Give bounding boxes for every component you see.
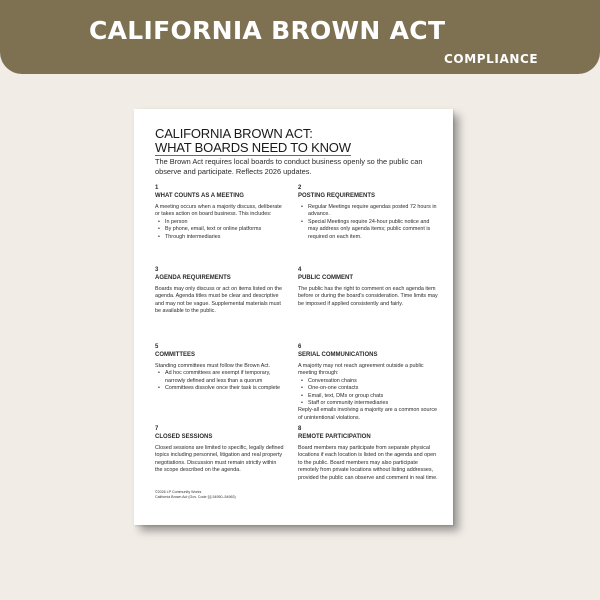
section-heading: WHAT COUNTS AS A MEETING bbox=[155, 193, 244, 199]
section-bullet: • Committees dissolve once their task is complete bbox=[155, 385, 285, 392]
section-number: 3 bbox=[155, 267, 159, 273]
section-heading: REMOTE PARTICIPATION bbox=[298, 434, 371, 440]
section-bullet: • Special Meetings require 24-hour public notice and may address only agenda items; public comment is required on each item. bbox=[298, 219, 440, 241]
section-number: 7 bbox=[155, 426, 159, 432]
section-bullet: • Email, text, DMs or group chats bbox=[298, 393, 440, 400]
section-body: The public has the right to comment on each agenda item before or during the board's consideration. Time limits may be imposed if applied consistently and fairly. bbox=[298, 286, 438, 307]
section-number: 2 bbox=[298, 185, 302, 191]
header-banner bbox=[0, 0, 600, 74]
section-bullet-list bbox=[155, 219, 285, 241]
section-4 bbox=[298, 266, 440, 308]
section-bullet: • Through intermediaries bbox=[155, 234, 285, 241]
section-bullet: • Regular Meetings require agendas posted 72 hours in advance. bbox=[298, 204, 440, 219]
section-bullet: • Ad hoc committees are exempt if temporary, narrowly defined and less than a quorum bbox=[155, 370, 285, 385]
section-8 bbox=[298, 425, 440, 482]
section-number: 6 bbox=[298, 344, 302, 350]
document-footer bbox=[155, 490, 295, 500]
footer-copyright: ©2026 LP Community Works bbox=[155, 490, 202, 494]
banner-title: CALIFORNIA BROWN ACT bbox=[89, 16, 446, 45]
section-3 bbox=[155, 266, 285, 316]
section-heading: POSTING REQUIREMENTS bbox=[298, 193, 376, 199]
section-heading: CLOSED SESSIONS bbox=[155, 434, 213, 440]
section-5 bbox=[155, 343, 285, 393]
section-bullet: • Staff or community intermediaries bbox=[298, 400, 440, 407]
section-body: Closed sessions are limited to specific, legally defined topics including personnel, litigation and real property negotiations. Discussion must remain strictly within the scope described on the agenda. bbox=[155, 445, 284, 474]
document-title-line2: WHAT BOARDS NEED TO KNOW bbox=[155, 140, 351, 155]
section-heading: SERIAL COMMUNICATIONS bbox=[298, 352, 378, 358]
section-bullet-list bbox=[298, 378, 440, 408]
document-title bbox=[155, 127, 445, 156]
section-bullet: • By phone, email, text or online platforms bbox=[155, 226, 285, 233]
document-preview bbox=[134, 109, 453, 525]
section-bullet: • One-on-one contacts bbox=[298, 385, 440, 392]
document-intro: The Brown Act requires local boards to conduct business openly so the public can observe and participate. Reflects 2026 updates. bbox=[155, 157, 423, 176]
section-heading: COMMITTEES bbox=[155, 352, 195, 358]
section-bullet: • Conversation chains bbox=[298, 378, 440, 385]
section-bullet: • In person bbox=[155, 219, 285, 226]
section-1 bbox=[155, 184, 285, 241]
section-number: 5 bbox=[155, 344, 159, 350]
section-7 bbox=[155, 425, 285, 475]
section-bullet-list bbox=[155, 370, 285, 392]
section-body: Boards may only discuss or act on items listed on the agenda. Agenda titles must be clear and descriptive and may not be vague. Supplemental materials must be available to the public. bbox=[155, 286, 283, 315]
section-number: 1 bbox=[155, 185, 159, 191]
footer-citation: California Brown Act (Gov. Code §§ 54950–54963) bbox=[155, 495, 236, 499]
section-2 bbox=[298, 184, 440, 241]
section-bullet-list bbox=[298, 204, 440, 241]
section-body: A majority may not reach agreement outside a public meeting through: bbox=[298, 363, 424, 377]
document-title-line1: CALIFORNIA BROWN ACT: bbox=[155, 126, 313, 141]
section-number: 4 bbox=[298, 267, 302, 273]
section-heading: AGENDA REQUIREMENTS bbox=[155, 275, 231, 281]
section-note: Reply-all emails involving a majority are a common source of unintentional violations. bbox=[298, 407, 438, 421]
banner-subtitle: COMPLIANCE bbox=[444, 52, 539, 66]
section-body: Standing committees must follow the Brown Act. bbox=[155, 363, 271, 369]
section-body: Board members may participate from separate physical locations if each location is listed on the agenda and open to the public. Board members may also participate remotely from private locations without listing addresses, provided the public can observe and comment in real time. bbox=[298, 445, 438, 481]
section-heading: PUBLIC COMMENT bbox=[298, 275, 353, 281]
section-number: 8 bbox=[298, 426, 302, 432]
section-body: A meeting occurs when a majority discuss, deliberate or takes action on board business. This includes: bbox=[155, 204, 282, 218]
section-6 bbox=[298, 343, 440, 422]
